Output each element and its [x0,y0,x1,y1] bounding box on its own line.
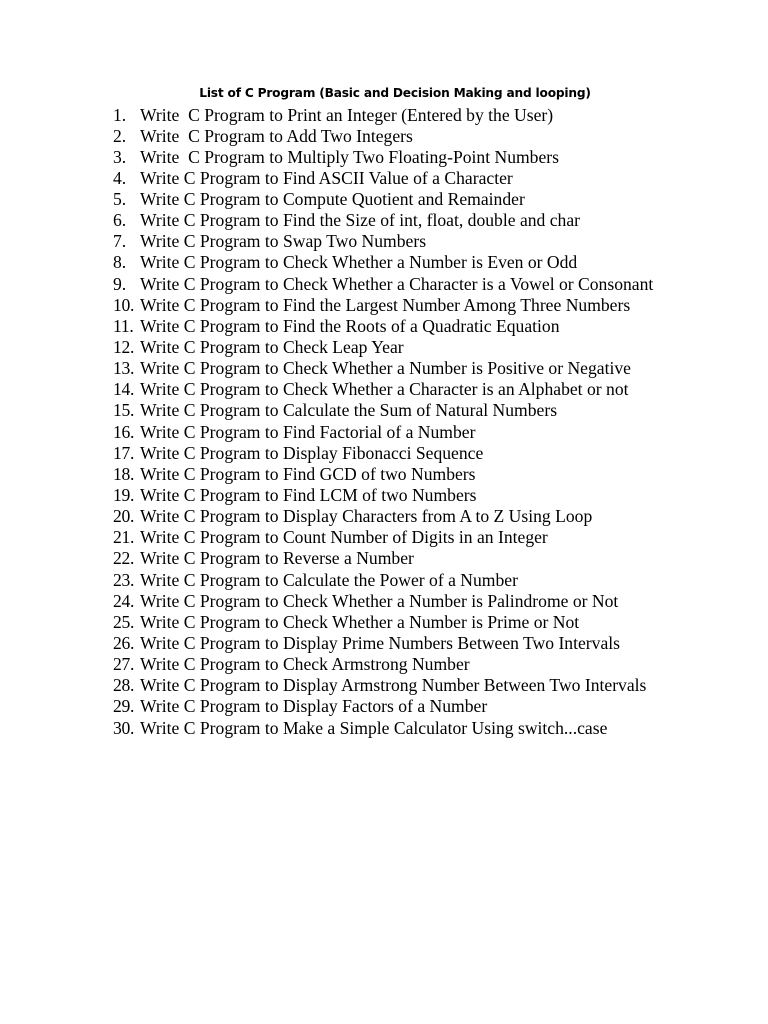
list-item [113,612,653,633]
item-text: Write C Program to Check Whether a Number is Even or Odd [140,252,578,273]
item-number: 17. [113,442,135,463]
item-text: Write C Program to Display Prime Numbers Between Two Intervals [140,633,621,654]
item-number: 27. [113,654,135,675]
item-number: 3. [113,146,127,167]
item-text: Write C Program to Compute Quotient and Remainder [140,189,525,210]
item-text: Write C Program to Calculate the Power of a Number [140,569,518,590]
list-item [113,570,653,591]
item-text: Write C Program to Add Two Integers [140,125,413,146]
item-text: Write C Program to Check Armstrong Number [140,654,470,675]
item-text: Write C Program to Display Characters from A to Z Using Loop [140,506,593,527]
list-item [113,274,653,295]
item-text: Write C Program to Find the Largest Number Among Three Numbers [140,294,631,315]
item-number: 28. [113,675,135,696]
item-number: 26. [113,633,135,654]
list-item [113,316,653,337]
item-text: Write C Program to Find Factorial of a Number [140,421,476,442]
item-number: 14. [113,379,135,400]
item-text: Write C Program to Display Factors of a Number [140,696,488,717]
item-number: 5. [113,189,127,210]
item-number: 13. [113,358,135,379]
item-number: 23. [113,569,135,590]
list-item [113,147,653,168]
item-text: Write C Program to Find ASCII Value of a Character [140,167,513,188]
list-item [113,295,653,316]
item-number: 21. [113,527,135,548]
item-text: Write C Program to Swap Two Numbers [140,231,427,252]
item-text: Write C Program to Calculate the Sum of Natural Numbers [140,400,558,421]
list-item [113,126,653,147]
list-item [113,379,653,400]
list-item [113,231,653,252]
item-text: Write C Program to Find LCM of two Numbers [140,485,477,506]
item-text: Write C Program to Check Whether a Number is Positive or Negative [140,358,631,379]
item-number: 20. [113,506,135,527]
item-number: 16. [113,421,135,442]
item-number: 19. [113,485,135,506]
document-title: List of C Program (Basic and Decision Making and looping) [199,86,591,100]
item-text: Write C Program to Check Whether a Number is Palindrome or Not [140,590,619,611]
item-text: Write C Program to Print an Integer (Entered by the User) [140,104,554,125]
item-number: 11. [113,315,134,336]
item-text: Write C Program to Reverse a Number [140,548,414,569]
list-item [113,168,653,189]
list-item [113,400,653,421]
item-text: Write C Program to Find GCD of two Numbers [140,463,476,484]
item-number: 15. [113,400,135,421]
item-text: Write C Program to Find the Size of int, float, double and char [140,210,581,231]
list-item [113,485,653,506]
list-item [113,654,653,675]
item-number: 6. [113,210,127,231]
item-text: Write C Program to Make a Simple Calculator Using switch...case [140,717,608,738]
item-text: Write C Program to Find the Roots of a Quadratic Equation [140,315,560,336]
list-item [113,527,653,548]
list-item [113,422,653,443]
item-text: Write C Program to Multiply Two Floating-Point Numbers [140,146,559,167]
item-number: 1. [113,104,127,125]
list-item [113,337,653,358]
item-number: 4. [113,167,127,188]
item-text: Write C Program to Count Number of Digits in an Integer [140,527,548,548]
item-number: 22. [113,548,135,569]
list-item [113,464,653,485]
item-number: 7. [113,231,127,252]
item-number: 9. [113,273,127,294]
list-item [113,358,653,379]
item-text: Write C Program to Display Fibonacci Sequence [140,442,484,463]
item-number: 25. [113,611,135,632]
item-number: 18. [113,463,135,484]
program-list [113,105,653,739]
list-item [113,675,653,696]
item-number: 10. [113,294,135,315]
list-item [113,696,653,717]
list-item [113,189,653,210]
item-text: Write C Program to Check Whether a Character is an Alphabet or not [140,379,629,400]
item-number: 2. [113,125,127,146]
list-item [113,105,653,126]
item-text: Write C Program to Check Leap Year [140,337,404,358]
item-text: Write C Program to Check Whether a Character is a Vowel or Consonant [140,273,654,294]
list-item [113,548,653,569]
item-number: 30. [113,717,135,738]
list-item [113,252,653,273]
list-item [113,210,653,231]
list-item [113,633,653,654]
list-item [113,443,653,464]
item-number: 29. [113,696,135,717]
item-text: Write C Program to Check Whether a Number is Prime or Not [140,611,580,632]
item-number: 8. [113,252,127,273]
item-text: Write C Program to Display Armstrong Number Between Two Intervals [140,675,647,696]
item-number: 12. [113,337,135,358]
list-item [113,718,653,739]
list-item [113,506,653,527]
item-number: 24. [113,590,135,611]
list-item [113,591,653,612]
